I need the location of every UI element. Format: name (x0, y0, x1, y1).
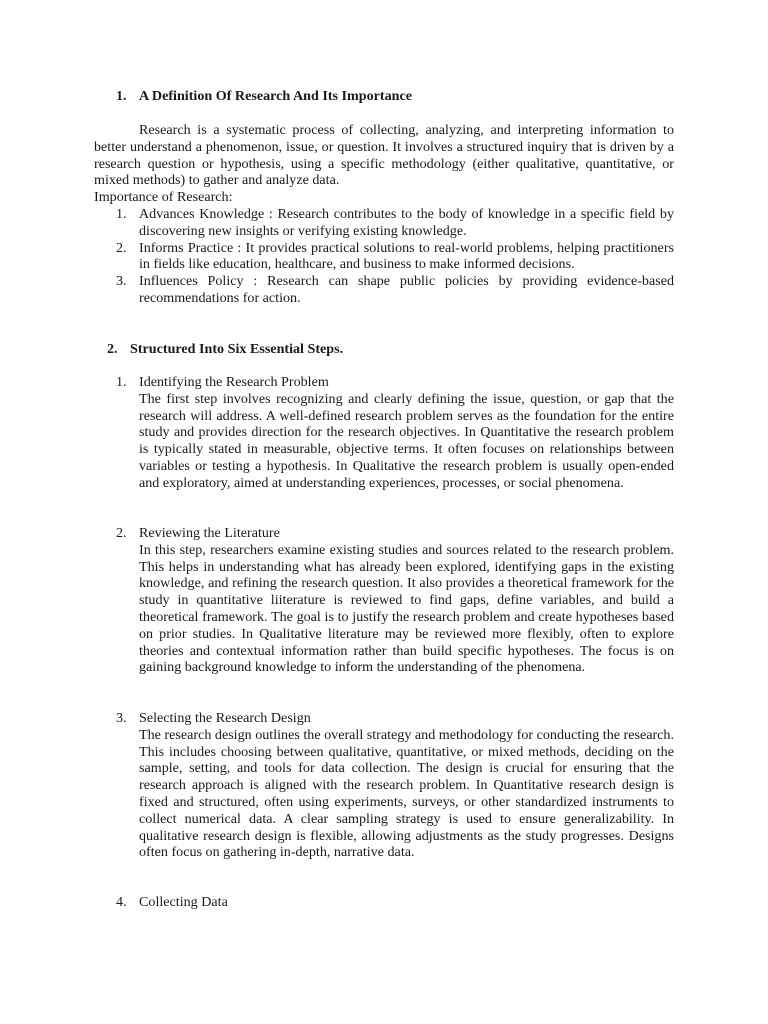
step-body: The research design outlines the overall strategy and methodology for conducting the research. This includes choosing between qualitative, quantitative, or mixed methods, deciding on the sample, setting, and tools for data collection. The design is crucial for ensuring that the research approach is aligned with the research problem. In Quantitative research design is fixed and structured, often using experiments, surveys, or other standardized instruments to collect numerical data. A clear sampling strategy is used to ensure generalizability. In qualitative research design is flexible, allowing adjustments as the study progresses. Designs often focus on gathering in-depth, narrative data. (139, 726, 674, 861)
step-number: 1. (116, 374, 127, 390)
research-definition-paragraph: Research is a systematic process of collecting, analyzing, and interpreting information to better understand a phenomenon, issue, or question. It involves a structured inquiry that is driven by a research question or hypothesis, using a specific methodology (either qualitative, quantitative, or mixed methods) to gather and analyze data. (94, 122, 674, 189)
step-title: Identifying the Research Problem (139, 374, 329, 390)
importance-item-number: 1. (116, 206, 127, 222)
importance-item-text: Informs Practice : It provides practical solutions to real-world problems, helping practitioners in fields like education, healthcare, and business to make informed decisions. (139, 239, 674, 273)
section-1-heading (116, 88, 412, 105)
step-title: Collecting Data (139, 894, 228, 910)
step-body: In this step, researchers examine existing studies and sources related to the research problem. This helps in understanding what has already been explored, identifying gaps in the existing knowledge, and refining the research question. It also provides a theoretical framework for the study in quantitative liiterature is reviewed to find gaps, define variables, and build a theoretical framework. The goal is to justify the research problem and create hypotheses based on prior studies. In Qualitative literature may be reviewed more flexibly, often to explore theories and contextual information rather than build specific hypotheses. The focus is on gaining background knowledge to inform the understanding of the phenomena. (139, 541, 674, 676)
step-title: Reviewing the Literature (139, 525, 280, 541)
step-item (94, 525, 674, 676)
section-2-number: 2. (107, 341, 118, 357)
step-number: 2. (116, 525, 127, 541)
step-title: Selecting the Research Design (139, 710, 311, 726)
section-2-heading (107, 341, 344, 358)
step-number: 3. (116, 710, 127, 726)
importance-item-text: Influences Policy : Research can shape public policies by providing evidence-based recommendations for action. (139, 273, 674, 306)
section-1-title: A Definition Of Research And Its Importance (139, 88, 412, 104)
importance-item-number: 2. (116, 239, 127, 256)
importance-item (94, 273, 674, 307)
importance-list (94, 206, 674, 307)
section-2-title: Structured Into Six Essential Steps. (130, 341, 344, 357)
step-number: 4. (116, 894, 127, 910)
importance-item-number: 3. (116, 273, 127, 290)
step-item (94, 710, 674, 861)
section-1-number: 1. (116, 88, 127, 104)
importance-item-text: Advances Knowledge : Research contributes to the body of knowledge in a specific field by discovering new insights or verifying existing knowledge. (139, 206, 674, 239)
importance-item (94, 206, 674, 240)
step-item (94, 894, 674, 911)
importance-label: Importance of Research: (94, 189, 233, 205)
step-body: The first step involves recognizing and clearly defining the issue, question, or gap that the research will address. A well-defined research problem serves as the foundation for the entire study and provides direction for the research objectives. In Quantitative the research problem is typically stated in measurable, objective terms. It often focuses on relationships between variables or testing a hypothesis. In Qualitative the research problem is usually open-ended and exploratory, aimed at understanding experiences, processes, or social phenomena. (139, 390, 674, 491)
step-item (94, 374, 674, 492)
importance-item (94, 240, 674, 274)
